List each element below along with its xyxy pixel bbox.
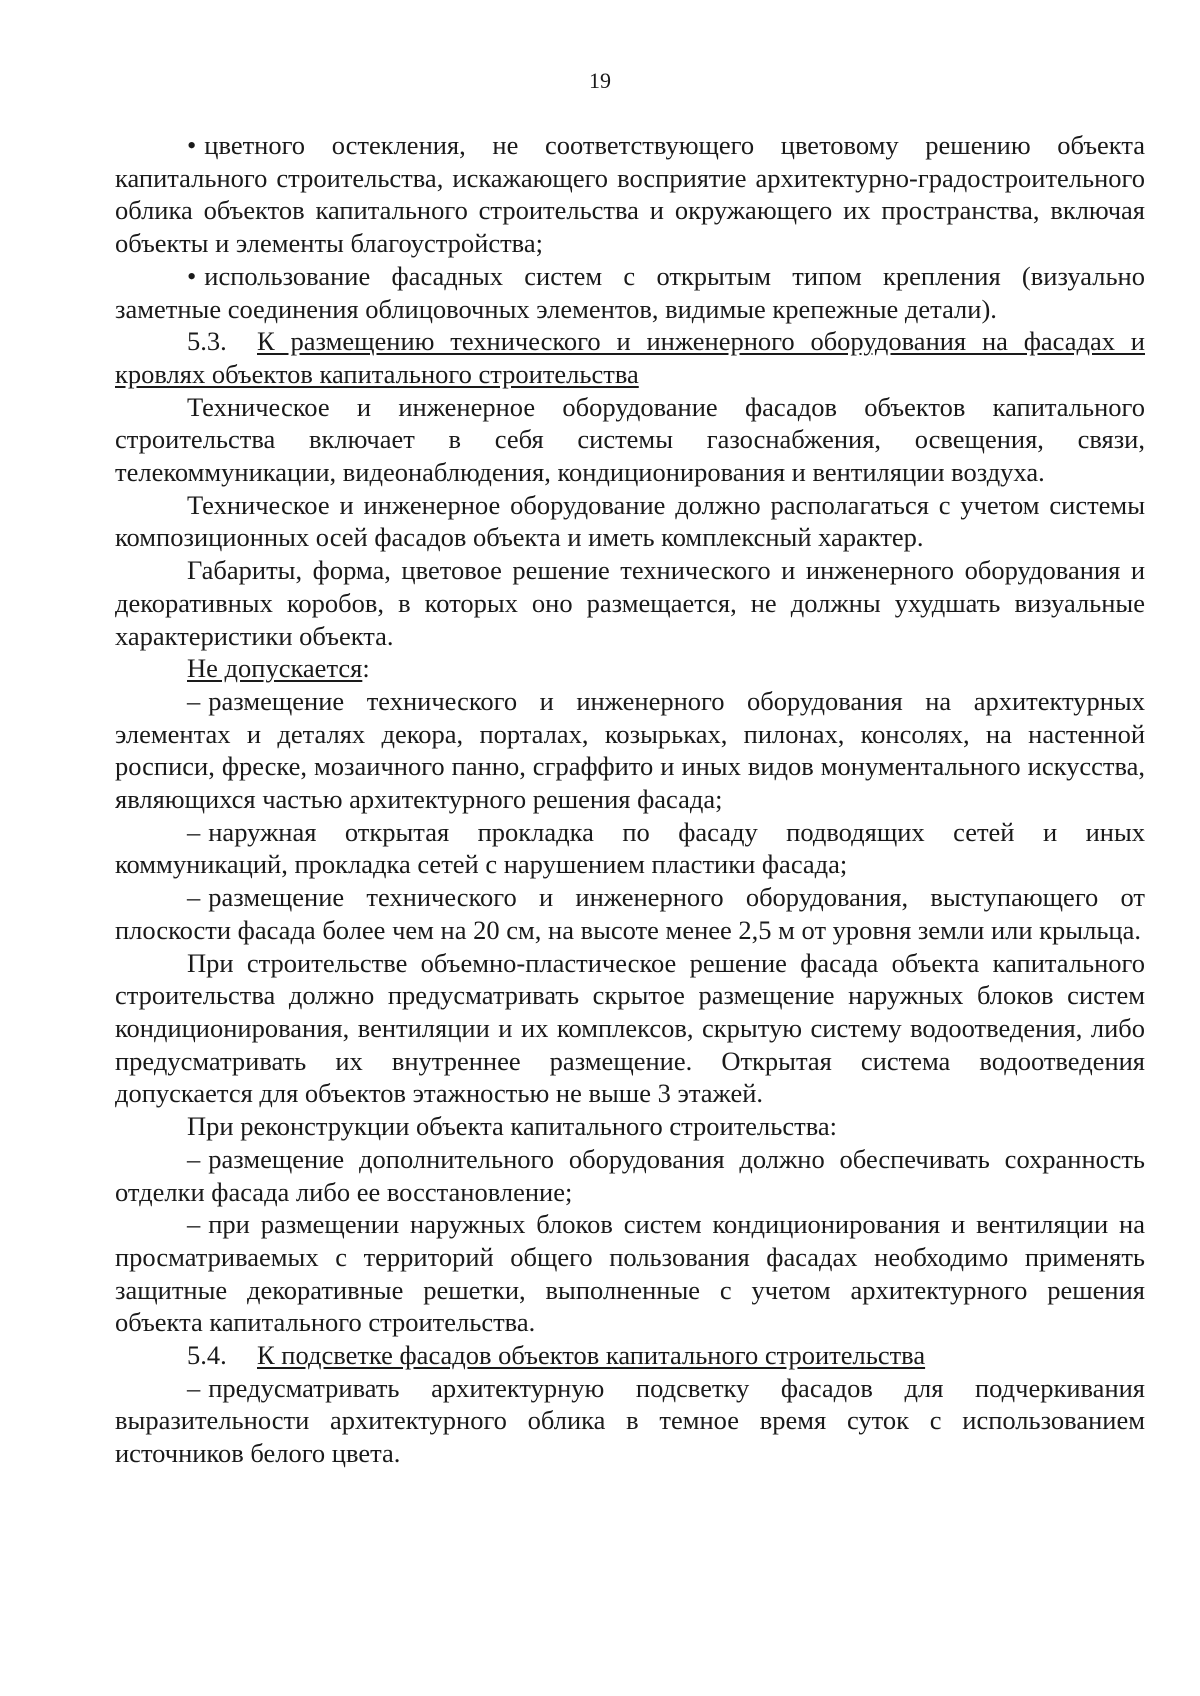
paragraph: Габариты, форма, цветовое решение технического и инженерного оборудования и декоративных коробов, в которых оно размещается, не должны ухудшать визуальные характеристики объекта. xyxy=(115,555,1145,651)
section-heading-5-4 xyxy=(115,1339,1145,1372)
list-item-text: цветного остекления, не соответствующего цветовому решению объекта капитального строительства, искажающего восприятие архитектурно-градостроительного облика объектов капитального строительства и окружающего их пространства, включая объекты и элементы благоустройства; xyxy=(115,130,1145,259)
paragraph: При реконструкции объекта капитального строительства: xyxy=(187,1111,837,1142)
list-item-text: предусматривать архитектурную подсветку фасадов для подчеркивания выразительности архитектурного облика в темное время суток с использованием источников белого цвета. xyxy=(115,1372,1145,1469)
paragraph: Техническое и инженерное оборудование должно располагаться с учетом системы композиционных осей фасадов объекта и иметь комплексный характер. xyxy=(115,489,1145,553)
list-item xyxy=(115,816,1145,881)
section-title: К подсветке фасадов объектов капитального строительства xyxy=(257,1340,926,1371)
list-item-text: размещение технического и инженерного оборудования на архитектурных элементах и деталях декора, порталах, козырьках, пилонах, консолях, на настенной росписи, фреске, мозаичного панно, сграффито и иных видов монументального искусства, являющихся частью архитектурного решения фасада; xyxy=(115,685,1145,815)
paragraph: Техническое и инженерное оборудование фасадов объектов капитального строительства включает в себя системы газоснабжения, освещения, связи, телекоммуникации, видеонаблюдения, кондиционирования и вентиляции воздуха. xyxy=(115,391,1145,488)
paragraph: При строительстве объемно-пластическое решение фасада объекта капитального строительства должно предусматривать скрытое размещение наружных блоков систем кондиционирования, вентиляции и их комплексов, скрытую систему водоотведения, либо предусматривать их внутреннее размещение. Открытая система водоотведения допускается для объектов этажностью не выше 3 этажей. xyxy=(115,947,1145,1109)
label-suffix: : xyxy=(362,653,370,684)
list-item xyxy=(115,260,1145,325)
bullet-marker: • xyxy=(187,130,197,160)
list-item-text: наружная открытая прокладка по фасаду подводящих сетей и иных коммуникаций, прокладка сетей с нарушением пластики фасада; xyxy=(115,816,1145,880)
page-number: 19 xyxy=(589,68,611,93)
dash-marker: – xyxy=(187,1143,201,1174)
list-item xyxy=(115,1372,1145,1470)
list-item-text: размещение технического и инженерного оборудования, выступающего от плоскости фасада более чем на 20 см, на высоте менее 2,5 м от уровня земли или крыльца. xyxy=(115,882,1145,945)
section-number: 5.3. xyxy=(187,326,227,357)
list-item xyxy=(115,685,1145,816)
bullet-marker: • xyxy=(187,260,197,291)
list-item xyxy=(115,881,1145,946)
dash-marker: – xyxy=(187,685,201,716)
underlined-label: Не допускается xyxy=(187,653,363,684)
document-body xyxy=(115,129,1145,1470)
list-item-text: при размещении наружных блоков систем кондиционирования и вентиляции на просматриваемых с территорий общего пользования фасадах необходимо применять защитные декоративные решетки, выполненные с учетом архитектурного решения объекта капитального строительства. xyxy=(115,1209,1145,1338)
section-title: К размещению технического и инженерного оборудования на фасадах и кровлях объектов капитального строительства xyxy=(115,326,1145,389)
list-item xyxy=(115,1143,1145,1208)
list-item-text: размещение дополнительного оборудования должно обеспечивать сохранность отделки фасада либо ее восстановление; xyxy=(115,1143,1145,1207)
list-item-text: использование фасадных систем с открытым типом крепления (визуально заметные соединения облицовочных элементов, видимые крепежные детали). xyxy=(115,260,1145,324)
dash-marker: – xyxy=(187,1372,201,1403)
dash-marker: – xyxy=(187,1209,201,1240)
section-number: 5.4. xyxy=(187,1340,227,1371)
dash-marker: – xyxy=(187,816,201,847)
prohibition-label xyxy=(115,652,1145,685)
section-heading-5-3 xyxy=(115,325,1145,390)
list-item xyxy=(115,1208,1145,1339)
list-item xyxy=(115,129,1145,260)
dash-marker: – xyxy=(187,882,201,913)
